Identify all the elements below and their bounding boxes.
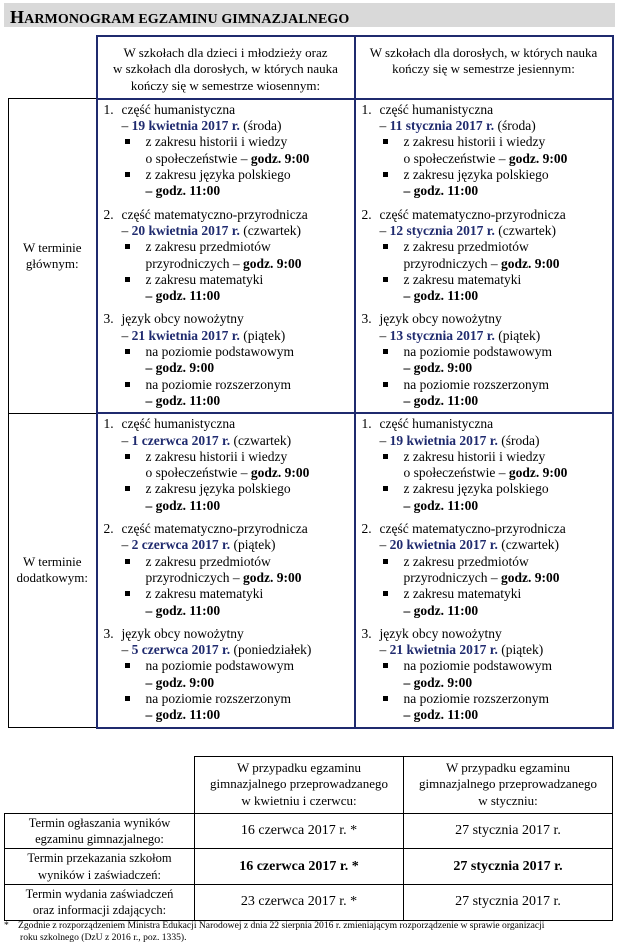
text-line: dodatkowym:	[16, 570, 88, 586]
item-connector: –	[145, 602, 153, 618]
item-time: godz. 11:00	[413, 183, 479, 199]
item-connector: –	[403, 392, 411, 408]
bullet-item	[122, 272, 354, 305]
row-main-term	[9, 99, 613, 413]
item-time-line	[146, 570, 354, 586]
results-value-spring: 16 czerwca 2017 r. *	[195, 849, 404, 885]
item-connector: o społeczeństwie –	[403, 465, 506, 481]
exam-date: 1 czerwca 2017 r.	[131, 432, 231, 448]
section-date-line: – 5 czerwca 2017 r. (poniedziałek)	[121, 642, 312, 658]
section-name: część humanistyczna	[379, 416, 494, 432]
exam-section	[98, 521, 354, 619]
section-date-line: – 19 kwietnia 2017 r. (środa)	[379, 432, 540, 448]
item-time-line	[404, 256, 612, 272]
bullet-item	[380, 691, 612, 724]
item-time-line	[404, 707, 612, 723]
footnote	[4, 920, 615, 944]
row-label-extra	[9, 413, 97, 727]
exam-section	[356, 102, 612, 200]
exam-section	[356, 626, 612, 724]
results-value-january: 27 stycznia 2017 r.	[404, 813, 613, 849]
section-number: 1.	[361, 416, 372, 432]
exam-day: (czwartek)	[233, 432, 292, 448]
exam-section	[98, 311, 354, 409]
item-subject: z zakresu historii i wiedzy	[145, 448, 288, 464]
results-row	[5, 849, 613, 885]
item-connector: –	[145, 183, 153, 199]
section-number: 3.	[361, 625, 372, 641]
page-title	[4, 3, 615, 27]
item-time: godz. 11:00	[413, 602, 479, 618]
results-row	[5, 813, 613, 849]
item-subject: z zakresu przedmiotów	[403, 553, 529, 569]
item-time: godz. 9:00	[155, 674, 215, 690]
item-time-line	[146, 151, 354, 167]
item-time-line	[146, 603, 354, 619]
cell-content	[98, 414, 354, 726]
item-subject: na poziomie podstawowym	[145, 344, 294, 360]
section-name: język obcy nowożytny	[121, 311, 244, 327]
text-line: Termin wydania zaświadczeń	[25, 887, 174, 902]
section-number: 1.	[361, 101, 372, 117]
bullet-item	[380, 272, 612, 305]
bullet-item	[380, 554, 612, 587]
item-time: godz. 11:00	[155, 288, 221, 304]
exam-day: (poniedziałek)	[233, 642, 312, 658]
exam-day: (środa)	[497, 118, 536, 134]
text-line: w kwietniu i czerwcu:	[241, 792, 357, 808]
item-connector: –	[403, 288, 411, 304]
bullet-item	[122, 691, 354, 724]
cell-extra-spring	[97, 413, 355, 727]
schedule-header-row	[9, 36, 613, 99]
item-connector: o społeczeństwie –	[145, 465, 248, 481]
text-line: W przypadku egzaminu	[446, 760, 570, 775]
item-subject: na poziomie podstawowym	[145, 658, 294, 674]
exam-date: 5 czerwca 2017 r.	[131, 642, 231, 658]
item-time: godz. 11:00	[413, 288, 479, 304]
bullet-item	[122, 658, 354, 691]
item-time-line	[146, 256, 354, 272]
bullet-item	[122, 377, 354, 410]
exam-section	[98, 626, 354, 724]
text-line: W szkołach dla dorosłych, w których nauka	[369, 45, 598, 60]
bullet-item	[380, 239, 612, 272]
item-subject: z zakresu historii i wiedzy	[403, 134, 546, 150]
item-time-line	[146, 465, 354, 481]
section-number: 2.	[361, 206, 372, 222]
text-line: gimnazjalnego przeprowadzanego	[210, 776, 388, 792]
cell-content	[98, 100, 354, 412]
item-connector: –	[403, 602, 411, 618]
item-connector: –	[403, 674, 411, 690]
text-line: W szkołach dla dzieci i młodzieży oraz	[123, 45, 328, 60]
item-time-line	[404, 603, 612, 619]
bullet-item	[122, 481, 354, 514]
item-time: godz. 11:00	[155, 183, 221, 199]
item-subject: na poziomie rozszerzonym	[145, 690, 291, 706]
item-time-line	[404, 675, 612, 691]
header-autumn	[355, 36, 613, 99]
results-row-label	[5, 849, 195, 885]
item-time-line	[146, 288, 354, 304]
results-header-january	[404, 757, 613, 814]
item-subject: z zakresu przedmiotów	[403, 239, 529, 255]
text-line: kończy się w semestrze wiosennym:	[130, 77, 321, 93]
exam-date: 19 kwietnia 2017 r.	[389, 432, 498, 448]
item-time: godz. 9:00	[242, 569, 302, 585]
section-name: część humanistyczna	[121, 101, 236, 117]
item-connector: przyrodniczych –	[145, 569, 240, 585]
section-name: język obcy nowożytny	[379, 311, 502, 327]
item-connector: –	[145, 360, 153, 376]
bullet-item	[380, 658, 612, 691]
section-name: część humanistyczna	[379, 101, 494, 117]
item-subject: z zakresu przedmiotów	[145, 553, 271, 569]
row-label-main	[9, 99, 97, 413]
item-connector: przyrodniczych –	[403, 569, 498, 585]
item-time: godz. 9:00	[155, 360, 215, 376]
item-subject: z zakresu historii i wiedzy	[145, 134, 288, 150]
exam-date: 12 stycznia 2017 r.	[389, 222, 495, 238]
item-connector: –	[403, 183, 411, 199]
results-header-row	[5, 757, 613, 814]
section-date-line: – 2 czerwca 2017 r. (piątek)	[121, 537, 276, 553]
item-subject: z zakresu przedmiotów	[145, 239, 271, 255]
item-time: godz. 9:00	[500, 255, 560, 271]
item-connector: przyrodniczych –	[145, 255, 240, 271]
exam-section	[356, 521, 612, 619]
results-row	[5, 885, 613, 921]
exam-section	[356, 207, 612, 305]
exam-section	[98, 207, 354, 305]
exam-section	[98, 416, 354, 514]
bullet-item	[122, 239, 354, 272]
section-date-line: – 20 kwietnia 2017 r. (czwartek)	[121, 222, 301, 238]
item-subject: z zakresu matematyki	[145, 586, 264, 602]
section-name: część matematyczno-przyrodnicza	[121, 206, 308, 222]
cell-content	[356, 414, 612, 726]
section-number: 1.	[103, 101, 114, 117]
results-row-label	[5, 813, 195, 849]
section-date-line: – 20 kwietnia 2017 r. (czwartek)	[379, 537, 559, 553]
item-time: godz. 9:00	[250, 150, 310, 166]
item-time-line	[146, 393, 354, 409]
exam-section	[98, 102, 354, 200]
section-date-line: – 13 stycznia 2017 r. (piątek)	[379, 327, 541, 343]
section-number: 3.	[103, 311, 114, 327]
section-number: 1.	[103, 416, 114, 432]
item-subject: z zakresu języka polskiego	[403, 167, 549, 183]
item-time-line	[146, 675, 354, 691]
results-row-label	[5, 885, 195, 921]
item-connector: –	[145, 497, 153, 513]
item-subject: z zakresu języka polskiego	[145, 481, 291, 497]
text-line: W terminie	[22, 554, 82, 570]
section-name: język obcy nowożytny	[121, 625, 244, 641]
item-time-line	[404, 360, 612, 376]
item-subject: na poziomie podstawowym	[403, 658, 552, 674]
bullet-item	[122, 167, 354, 200]
item-time-line	[404, 465, 612, 481]
exam-day: (środa)	[243, 118, 282, 134]
cell-main-spring	[97, 99, 355, 413]
section-name: część matematyczno-przyrodnicza	[121, 521, 308, 537]
item-time: godz. 9:00	[500, 569, 560, 585]
item-time: godz. 9:00	[250, 465, 310, 481]
bullet-item	[380, 449, 612, 482]
item-connector: przyrodniczych –	[403, 255, 498, 271]
results-value-january: 27 stycznia 2017 r.	[404, 885, 613, 921]
item-subject: na poziomie rozszerzonym	[403, 376, 549, 392]
item-time: godz. 9:00	[242, 255, 302, 271]
schedule-table	[8, 35, 614, 729]
item-connector: –	[403, 707, 411, 723]
cell-extra-autumn	[355, 413, 613, 727]
item-connector: –	[403, 497, 411, 513]
header-spring	[97, 36, 355, 99]
item-time: godz. 11:00	[413, 392, 479, 408]
exam-date: 19 kwietnia 2017 r.	[131, 118, 240, 134]
item-subject: z zakresu historii i wiedzy	[403, 448, 546, 464]
footnote-star: *	[4, 920, 9, 931]
item-time-line	[404, 498, 612, 514]
item-time-line	[404, 393, 612, 409]
item-time: godz. 11:00	[155, 602, 221, 618]
item-subject: z zakresu matematyki	[403, 586, 522, 602]
item-time-line	[404, 288, 612, 304]
exam-day: (piątek)	[243, 327, 286, 343]
cell-main-autumn	[355, 99, 613, 413]
bullet-item	[122, 554, 354, 587]
bullet-item	[380, 586, 612, 619]
section-date-line: – 12 stycznia 2017 r. (czwartek)	[379, 222, 556, 238]
item-connector: –	[145, 674, 153, 690]
footnote-line: roku szkolnego (DzU z 2016 r., poz. 1335).	[20, 932, 187, 943]
item-time: godz. 11:00	[155, 497, 221, 513]
section-number: 3.	[103, 625, 114, 641]
item-time-line	[146, 360, 354, 376]
exam-day: (czwartek)	[243, 222, 301, 238]
section-number: 3.	[361, 311, 372, 327]
section-number: 2.	[103, 521, 114, 537]
exam-date: 21 kwietnia 2017 r.	[389, 642, 498, 658]
section-name: część matematyczno-przyrodnicza	[379, 521, 566, 537]
item-subject: z zakresu języka polskiego	[145, 167, 291, 183]
item-time-line	[146, 707, 354, 723]
item-connector: o społeczeństwie –	[145, 150, 248, 166]
item-time: godz. 11:00	[413, 707, 479, 723]
item-time-line	[404, 151, 612, 167]
exam-date: 21 kwietnia 2017 r.	[131, 327, 240, 343]
section-name: część matematyczno-przyrodnicza	[379, 206, 566, 222]
item-time-line	[146, 183, 354, 199]
item-subject: z zakresu języka polskiego	[403, 481, 549, 497]
section-name: część humanistyczna	[121, 416, 236, 432]
section-number: 2.	[103, 206, 114, 222]
footnote-line: Zgodnie z rozporządzeniem Ministra Edukacji Narodowej z dnia 22 sierpnia 2016 r. zmieniającym rozporządzenie w sprawie organizacji	[18, 920, 545, 931]
section-number: 2.	[361, 521, 372, 537]
title-rest: ARMONOGRAM EGZAMINU GIMNAZJALNEGO	[24, 12, 350, 27]
item-time: godz. 9:00	[413, 674, 473, 690]
item-connector: –	[145, 392, 153, 408]
exam-date: 13 stycznia 2017 r.	[389, 327, 495, 343]
bullet-item	[380, 377, 612, 410]
exam-date: 11 stycznia 2017 r.	[389, 118, 495, 134]
bullet-item	[122, 134, 354, 167]
item-time: godz. 11:00	[155, 392, 221, 408]
section-date-line: – 1 czerwca 2017 r. (czwartek)	[121, 432, 292, 448]
text-line: W przypadku egzaminu	[237, 760, 361, 775]
exam-section	[356, 311, 612, 409]
item-time: godz. 9:00	[508, 150, 568, 166]
item-connector: –	[403, 360, 411, 376]
text-line: Termin przekazania szkołom	[27, 851, 172, 866]
exam-date: 20 kwietnia 2017 r.	[389, 537, 498, 553]
bullet-item	[380, 344, 612, 377]
text-line: W terminie	[22, 239, 82, 255]
bullet-item	[380, 134, 612, 167]
item-connector: –	[145, 707, 153, 723]
item-time: godz. 11:00	[155, 707, 221, 723]
item-time-line	[404, 183, 612, 199]
text-line: gimnazjalnego przeprowadzanego	[419, 776, 597, 792]
bullet-item	[122, 449, 354, 482]
cell-content	[356, 100, 612, 412]
exam-day: (czwartek)	[498, 222, 556, 238]
bullet-item	[122, 586, 354, 619]
section-date-line: – 21 kwietnia 2017 r. (piątek)	[121, 327, 286, 343]
item-time: godz. 9:00	[508, 465, 568, 481]
item-time-line	[146, 498, 354, 514]
text-line: egzaminu gimnazjalnego:	[35, 832, 164, 847]
item-subject: na poziomie rozszerzonym	[145, 376, 291, 392]
exam-section	[356, 416, 612, 514]
text-line: Termin ogłaszania wyników	[28, 815, 171, 830]
text-line: w szkołach dla dorosłych, w których nauka	[113, 61, 338, 77]
bullet-item	[122, 344, 354, 377]
item-connector: –	[145, 288, 153, 304]
results-table	[4, 756, 613, 921]
bullet-item	[380, 481, 612, 514]
exam-date: 20 kwietnia 2017 r.	[131, 222, 240, 238]
section-date-line: – 11 stycznia 2017 r. (środa)	[379, 118, 536, 134]
exam-day: (piątek)	[498, 327, 541, 343]
item-subject: na poziomie rozszerzonym	[403, 690, 549, 706]
results-value-spring: 16 czerwca 2017 r. *	[195, 813, 404, 849]
item-time: godz. 9:00	[413, 360, 473, 376]
item-subject: na poziomie podstawowym	[403, 344, 552, 360]
exam-day: (środa)	[501, 432, 540, 448]
row-extra-term	[9, 413, 613, 727]
text-line: wyników i zaświadczeń:	[38, 867, 161, 882]
text-line: w styczniu:	[478, 792, 538, 808]
text-line: głównym:	[25, 256, 79, 272]
exam-day: (piątek)	[233, 537, 276, 553]
results-value-january: 27 stycznia 2017 r.	[404, 849, 613, 885]
section-date-line: – 21 kwietnia 2017 r. (piątek)	[379, 642, 544, 658]
exam-day: (piątek)	[501, 642, 544, 658]
text-line: kończy się w semestrze jesiennym:	[392, 61, 575, 77]
section-date-line: – 19 kwietnia 2017 r. (środa)	[121, 118, 282, 134]
text-line: oraz informacji zdających:	[32, 903, 167, 918]
item-subject: z zakresu matematyki	[145, 271, 264, 287]
item-time: godz. 11:00	[413, 497, 479, 513]
item-connector: o społeczeństwie –	[403, 150, 506, 166]
bullet-item	[380, 167, 612, 200]
item-time-line	[404, 570, 612, 586]
exam-date: 2 czerwca 2017 r.	[131, 537, 231, 553]
section-name: język obcy nowożytny	[379, 625, 502, 641]
title-initial: H	[10, 7, 25, 27]
results-header-spring	[195, 757, 404, 814]
exam-day: (czwartek)	[501, 537, 559, 553]
item-subject: z zakresu matematyki	[403, 271, 522, 287]
results-value-spring: 23 czerwca 2017 r. *	[195, 885, 404, 921]
